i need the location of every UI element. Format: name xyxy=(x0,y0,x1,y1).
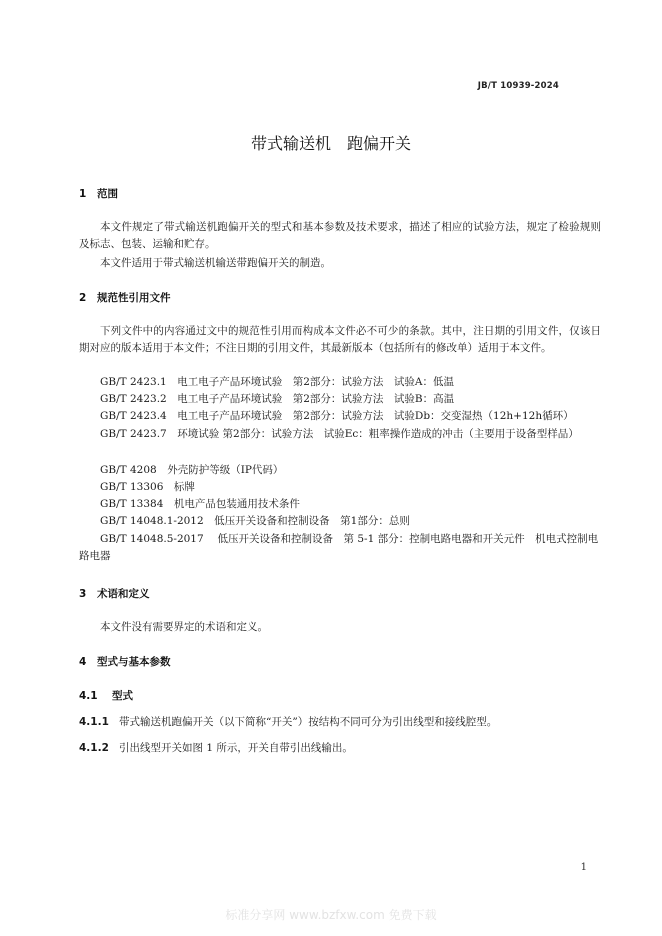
clause-number: 4.1.1 xyxy=(79,716,109,728)
section-number: 2 xyxy=(79,292,87,304)
paragraph-terms: 本文件没有需要界定的术语和定义。 xyxy=(100,621,268,633)
reference-item: GB/T 14048.5-2017 低压开关设备和控制设备 第 5-1 部分：控制电路电器和开关元件 机电式控制电路电器 xyxy=(79,533,599,562)
section-number: 3 xyxy=(79,588,87,600)
watermark: 标准分享网 www.bzfxw.com 免费下载 xyxy=(225,908,437,922)
section-heading-scope xyxy=(79,186,118,201)
subsection-heading-type xyxy=(79,688,133,703)
paragraph-scope-2: 本文件适用于带式输送机输送带跑偏开关的制造。 xyxy=(100,257,331,269)
standard-code: JB/T 10939-2024 xyxy=(477,81,559,91)
paragraph-references-intro: 下列文件中的内容通过文中的规范性引用而构成本文件必不可少的条款。其中，注日期的引用文件，仅该日期对应的版本适用于本文件；不注日期的引用文件，其最新版本（包括所有的修改单）适用于本文件。 xyxy=(79,325,601,354)
clause-item xyxy=(79,714,601,731)
reference-item: GB/T 2423.7 环境试验 第2部分：试验方法 试验Ec：粗率操作造成的冲击（主要用于设备型样品） xyxy=(100,428,579,440)
section-heading-terms xyxy=(79,586,150,601)
reference-item: GB/T 2423.4 电工电子产品环境试验 第2部分：试验方法 试验Db：交变湿热（12h+12h循环） xyxy=(100,410,574,422)
section-title: 术语和定义 xyxy=(97,588,150,600)
paragraph-scope-1: 本文件规定了带式输送机跑偏开关的型式和基本参数及技术要求，描述了相应的试验方法，规定了检验规则及标志、包装、运输和贮存。 xyxy=(79,221,601,250)
reference-item: GB/T 14048.1-2012 低压开关设备和控制设备 第1部分：总则 xyxy=(100,515,410,527)
section-heading-types xyxy=(79,654,171,669)
section-number: 1 xyxy=(79,188,87,200)
reference-item: GB/T 13384 机电产品包装通用技术条件 xyxy=(100,498,300,510)
section-title: 型式与基本参数 xyxy=(97,656,171,668)
clause-item xyxy=(79,740,601,757)
section-title: 规范性引用文件 xyxy=(97,292,171,304)
clause-text: 引出线型开关如图 1 所示，开关自带引出线输出。 xyxy=(119,742,353,754)
section-title: 范围 xyxy=(97,188,118,200)
clause-text: 带式输送机跑偏开关（以下简称“开关”）按结构不同可分为引出线型和接线腔型。 xyxy=(119,716,498,728)
reference-item: GB/T 2423.1 电工电子产品环境试验 第2部分：试验方法 试验A：低温 xyxy=(100,376,454,388)
page-number: 1 xyxy=(580,862,587,873)
document-title: 带式输送机 跑偏开关 xyxy=(250,134,411,153)
section-number: 4 xyxy=(79,656,87,668)
subsection-number: 4.1 xyxy=(79,690,98,702)
section-heading-references xyxy=(79,290,171,305)
clause-number: 4.1.2 xyxy=(79,742,109,754)
reference-item: GB/T 2423.2 电工电子产品环境试验 第2部分：试验方法 试验B：高温 xyxy=(100,393,455,405)
reference-item: GB/T 4208 外壳防护等级（IP代码） xyxy=(100,464,284,476)
subsection-title: 型式 xyxy=(112,690,133,702)
reference-item: GB/T 13306 标牌 xyxy=(100,481,195,493)
